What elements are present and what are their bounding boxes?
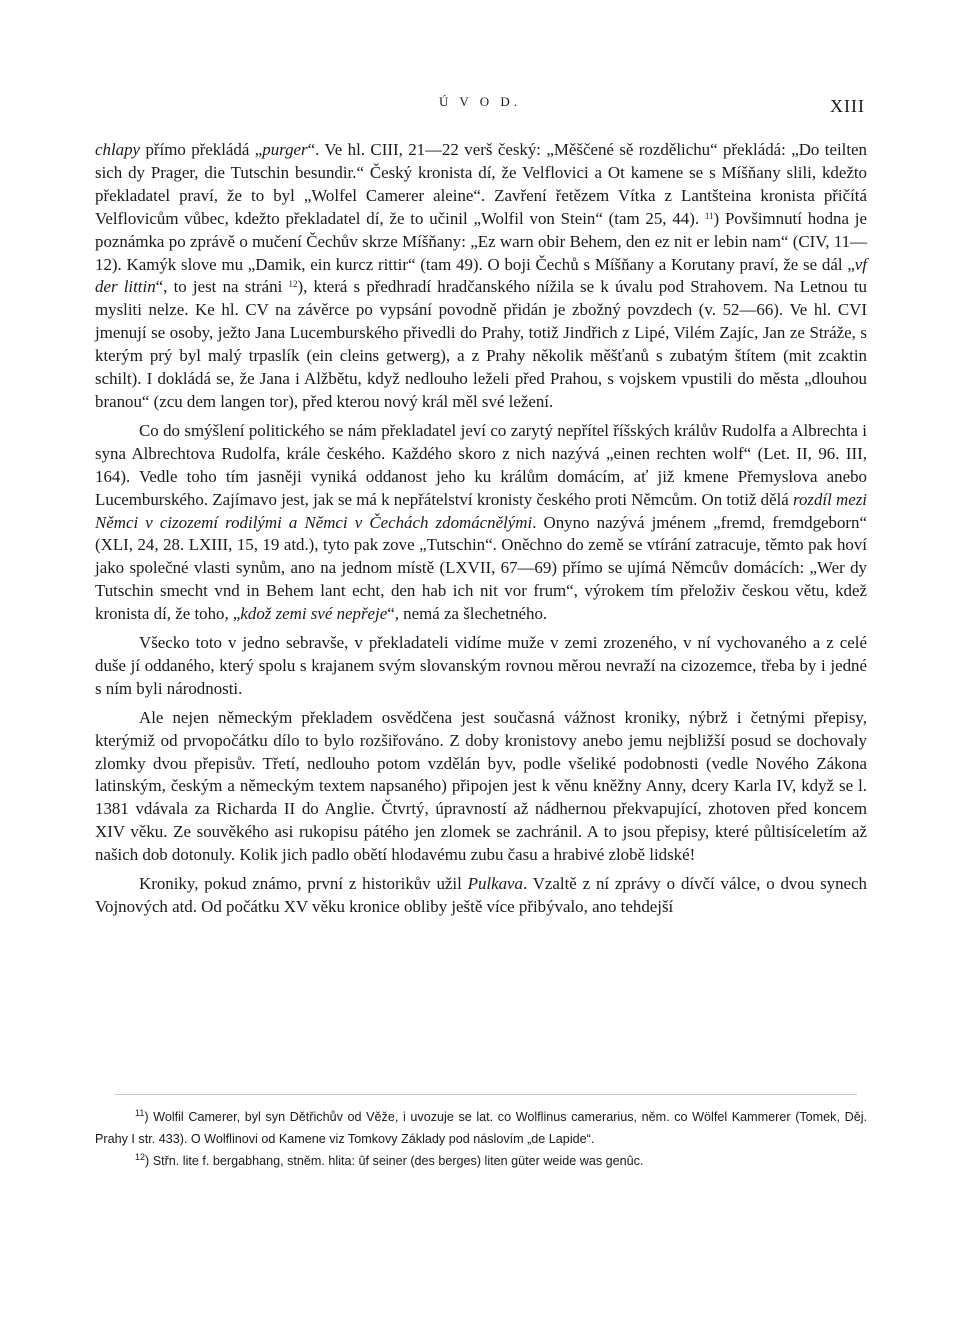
italic-phrase: rozdíl mezi Němci v cizozemí rodilými a Němci v Čechách zdomácnělými	[95, 489, 867, 532]
text-run: Všecko toto v jedno sebravše, v překladateli vidíme muže v zemi zrozeného, v ní vychovaného a z celé duše jí oddaného, který spolu s krajanem svým slovanským rovnou měrou nevraží na cizozemce, třeba by i jedné s ním byli národnosti.	[95, 633, 867, 698]
paragraph	[95, 707, 867, 867]
body-text	[95, 139, 867, 919]
running-head: Ú V O D.	[438, 94, 522, 109]
paragraph	[95, 873, 867, 919]
footnote-marker: 11	[704, 210, 714, 221]
text-run: Kroniky, pokud známo, první z historikův užil	[139, 874, 468, 894]
text-run: “, to jest na stráni	[155, 277, 289, 297]
text-run: ) Povšimnutí hodna je poznámka po zprávě o mučení Čechův skrze Míšňany: „Ez warn obir Behem, den ez nit er lebin nam“ (CIV, 11—12). Kamýk slove mu „Damik, ein kurcz rittir“ (tam 49). O boji Čechů s Míšňany a Korutany praví, že se dál „	[95, 208, 867, 274]
footnote	[95, 1106, 867, 1150]
text-run: “, nemá za šlechetného.	[387, 604, 548, 624]
footnote	[95, 1150, 867, 1172]
text-run: “. Ve hl. CIII, 21—22 verš český: „Měščené sě rozdělichu“ překládá: „Do teilten sich dy Prager, die Tutschin besundir.“ Český kronista dí, že Velflovici a Ot kamene se s Míšňany slili, kdežto překladatel praví, že to byl „Wolfel Camerer aleine“. Zavření řetězem Vítka z Lantšteina kronista přičítá Velflovicům vůbec, kdežto překladatel dí, že to učinil „Wolfil von Stein“ (tam 25, 44).	[95, 140, 867, 228]
italic-phrase: kdož zemi své nepřeje	[240, 604, 388, 624]
text-run: ) Střn. lite f. bergabhang, stněm. hlita: ûf seiner (des berges) liten güter weide was genûc.	[145, 1154, 644, 1168]
paragraph	[95, 420, 867, 626]
text-run: Co do smýšlení politického se nám překladatel jeví co zarytý nepřítel říšských králův Rudolfa a Albrechta i syna Albrechtova Rudolfa, krále českého. Každého skoro z nich nazývá „einen rechten wolf“ (Let. II, 96. III, 164). Vedle toho tím jasněji vyniká oddanost jeho ku králům domácím, ať již kmene Přemyslova anebo Lucemburského. Zajímavo jest, jak se má k nepřátelství kronisty českého proti Němcům. On totiž dělá	[95, 420, 867, 509]
text-run: ) Wolfil Camerer, byl syn Dětřichův od Věže, i uvozuje se lat. co Wolflinus camerarius, něm. co Wölfel Kammerer (Tomek, Děj. Prahy I str. 433). O Wolflinovi od Kamene viz Tomkovy Základy pod náslovím „de Lapide“.	[95, 1110, 867, 1146]
italic-phrase: Pulkava	[467, 874, 523, 894]
text-run: . Onyno nazývá jménem „fremd, fremdgeborn“ (XLI, 24, 28. LXIII, 15, 19 atd.), tyto pak zove „Tutschin“. Oněchno do země se vtírání zatracuje, těmto pak hoví jako společné vlasti synům, ano na jednom místě (LXVII, 67—69) přímo se ujímá Němcův domácích: „Wer dy Tutschin smecht vnd in Behem lant echt, den hab ich nit vor frum“, výrokem tím přeloživ českou větu, kdež kronista dí, že toho, „	[95, 512, 867, 624]
footnote-marker: 11	[135, 1108, 145, 1118]
page-number: XIII	[830, 96, 865, 116]
footnote-marker: 12	[288, 279, 298, 290]
footnote-divider	[115, 1094, 857, 1095]
text-run: . Vzaltě z ní zprávy o dívčí válce, o dvou synech Vojnových atd. Od počátku XV věku kronice obliby ještě více přibývalo, ano tehdejší	[95, 874, 867, 916]
paragraph	[95, 632, 867, 701]
italic-phrase: vf der littin	[95, 254, 867, 297]
text-run: přímo překládá „	[140, 140, 263, 159]
text-run: ), která s předhradí hradčanského nížila se k úvalu pod Strahovem. Na Letnou tu mysliti nelze. Ke hl. CV na závěrce po vypsání povodně přidán je zbožný povzdech (v. 52—66). Ve hl. CVI jmenují se osoby, ježto Jana Lucemburského přivedli do Prahy, totiž Jindřich z Lipé, Vilém Zajíc, Jan ze Stráže, s kterým prý byl malý trpaslík (ein cleins getwerg), a z Prahy několik měšťanů s zubatým štítem (mit zcaktin schilt). I dokládá se, že Jana i Alžbětu, když nedlouho leželi před Prahou, s vojskem vpustili do města „dlouhou branou“ (zcu dem langen tor), před kterou nový král měl své ležení.	[95, 277, 867, 411]
italic-phrase: chlapy	[95, 140, 141, 159]
text-run: Ale nejen německým překladem osvědčena jest současná vážnost kroniky, nýbrž i četnými přepisy, kterýmiž od prvopočátku dílo to bylo rozšiřováno. Z doby kronistovy anebo jemu nejbližší posud se dochovaly zlomky dvou přepisův. Třetí, nedlouho potom vzdělán byv, podle všeliké podobnosti (vedle Nového Zákona latinským, českým a německým textem napsaného) připojen jest k věnu kněžny Anny, dcery Karla IV, když se l. 1381 vdávala za Richarda II do Anglie. Čtvrtý, úpravností až nádhernou překvapující, zhotoven před koncem XIV věku. Ze souvěkého asi rukopisu pátého jen zlomek se zachránil. A to jsou přepisy, které půltisíceletím až našich dob dotonuly. Kolik jich padlo obětí hlodavému zubu času a hrabivé zlobě lidské!	[95, 707, 867, 865]
italic-phrase: purger	[262, 140, 308, 159]
footnote-marker: 12	[135, 1152, 146, 1162]
paragraph	[95, 139, 867, 414]
footnotes	[95, 1106, 867, 1172]
